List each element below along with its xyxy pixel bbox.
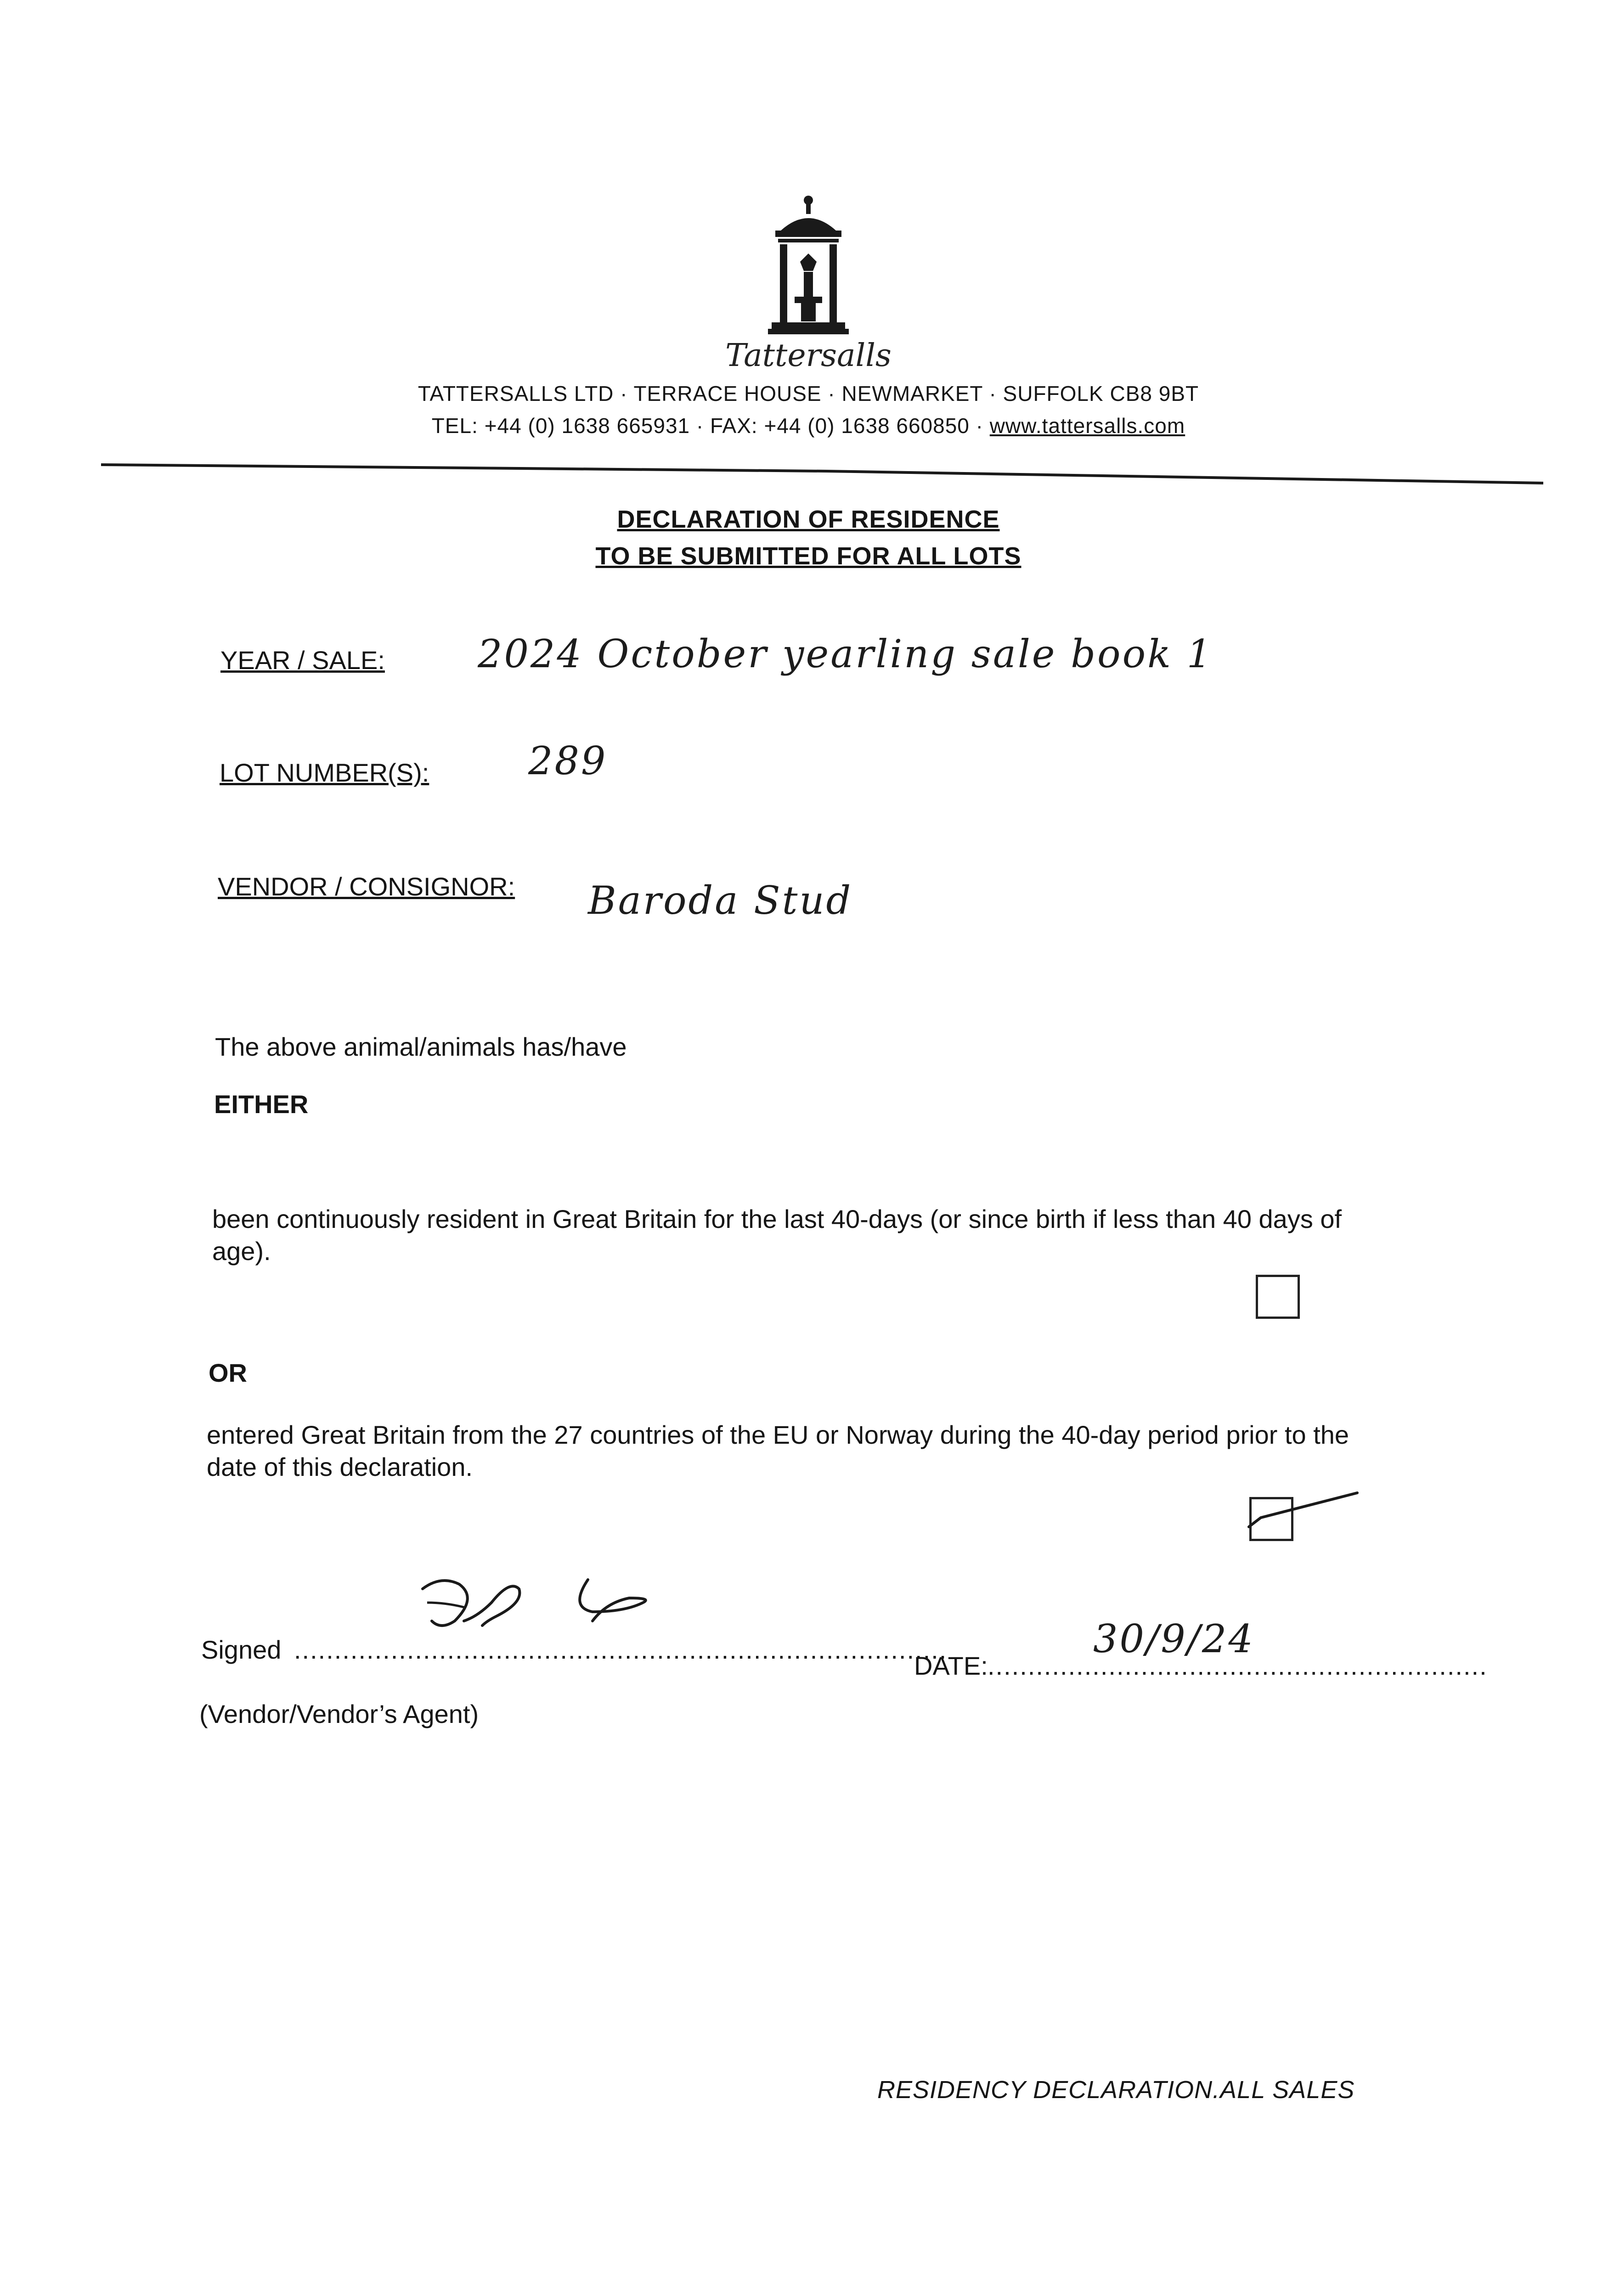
tattersalls-logo-icon: [762, 193, 854, 340]
option2-text: entered Great Britain from the 27 countries of the EU or Norway during the 40-day period prior to the date of this declaration.: [207, 1420, 1349, 1481]
option1-checkbox[interactable]: [1256, 1275, 1300, 1319]
signature-line: .................................................................................: [294, 1635, 948, 1664]
vendor-value: Baroda Stud: [588, 878, 853, 923]
or-heading: OR: [209, 1358, 247, 1387]
lot-number-value: 289: [528, 738, 608, 783]
year-sale-value: 2024 October yearling sale book 1: [478, 631, 1213, 676]
signer-role: (Vendor/Vendor’s Agent): [199, 1699, 479, 1728]
year-sale-label: YEAR / SALE:: [220, 646, 385, 675]
date-label: DATE:: [914, 1651, 988, 1680]
option1-text: been continuously resident in Great Britain for the last 40-days (or since birth if less than 40 days of age).: [212, 1204, 1342, 1266]
date-value: 30/9/24: [1093, 1616, 1255, 1661]
website-link[interactable]: www.tattersalls.com: [989, 414, 1185, 438]
lot-number-label: LOT NUMBER(S):: [220, 758, 429, 787]
brand-name: Tattersalls: [725, 338, 892, 374]
company-address: TATTERSALLS LTD · TERRACE HOUSE · NEWMARKET · SUFFOLK CB8 9BT: [418, 382, 1199, 405]
company-contact: [322, 413, 1295, 438]
form-subtitle: TO BE SUBMITTED FOR ALL LOTS: [595, 542, 1021, 570]
date-line: ..............................................................: [988, 1651, 1488, 1680]
option2-checkbox[interactable]: [1249, 1497, 1293, 1541]
handwritten-signature: [413, 1570, 698, 1639]
signed-label: Signed: [201, 1635, 282, 1664]
check-mark-icon: [1242, 1490, 1362, 1545]
contact-numbers: TEL: +44 (0) 1638 665931 · FAX: +44 (0) 1638 660850 ·: [431, 414, 990, 438]
document-footer: RESIDENCY DECLARATION.ALL SALES: [877, 2076, 1355, 2104]
vendor-label: VENDOR / CONSIGNOR:: [218, 872, 515, 901]
form-title: DECLARATION OF RESIDENCE: [617, 506, 1000, 533]
intro-text: The above animal/animals has/have: [215, 1032, 627, 1061]
either-heading: EITHER: [214, 1090, 309, 1119]
